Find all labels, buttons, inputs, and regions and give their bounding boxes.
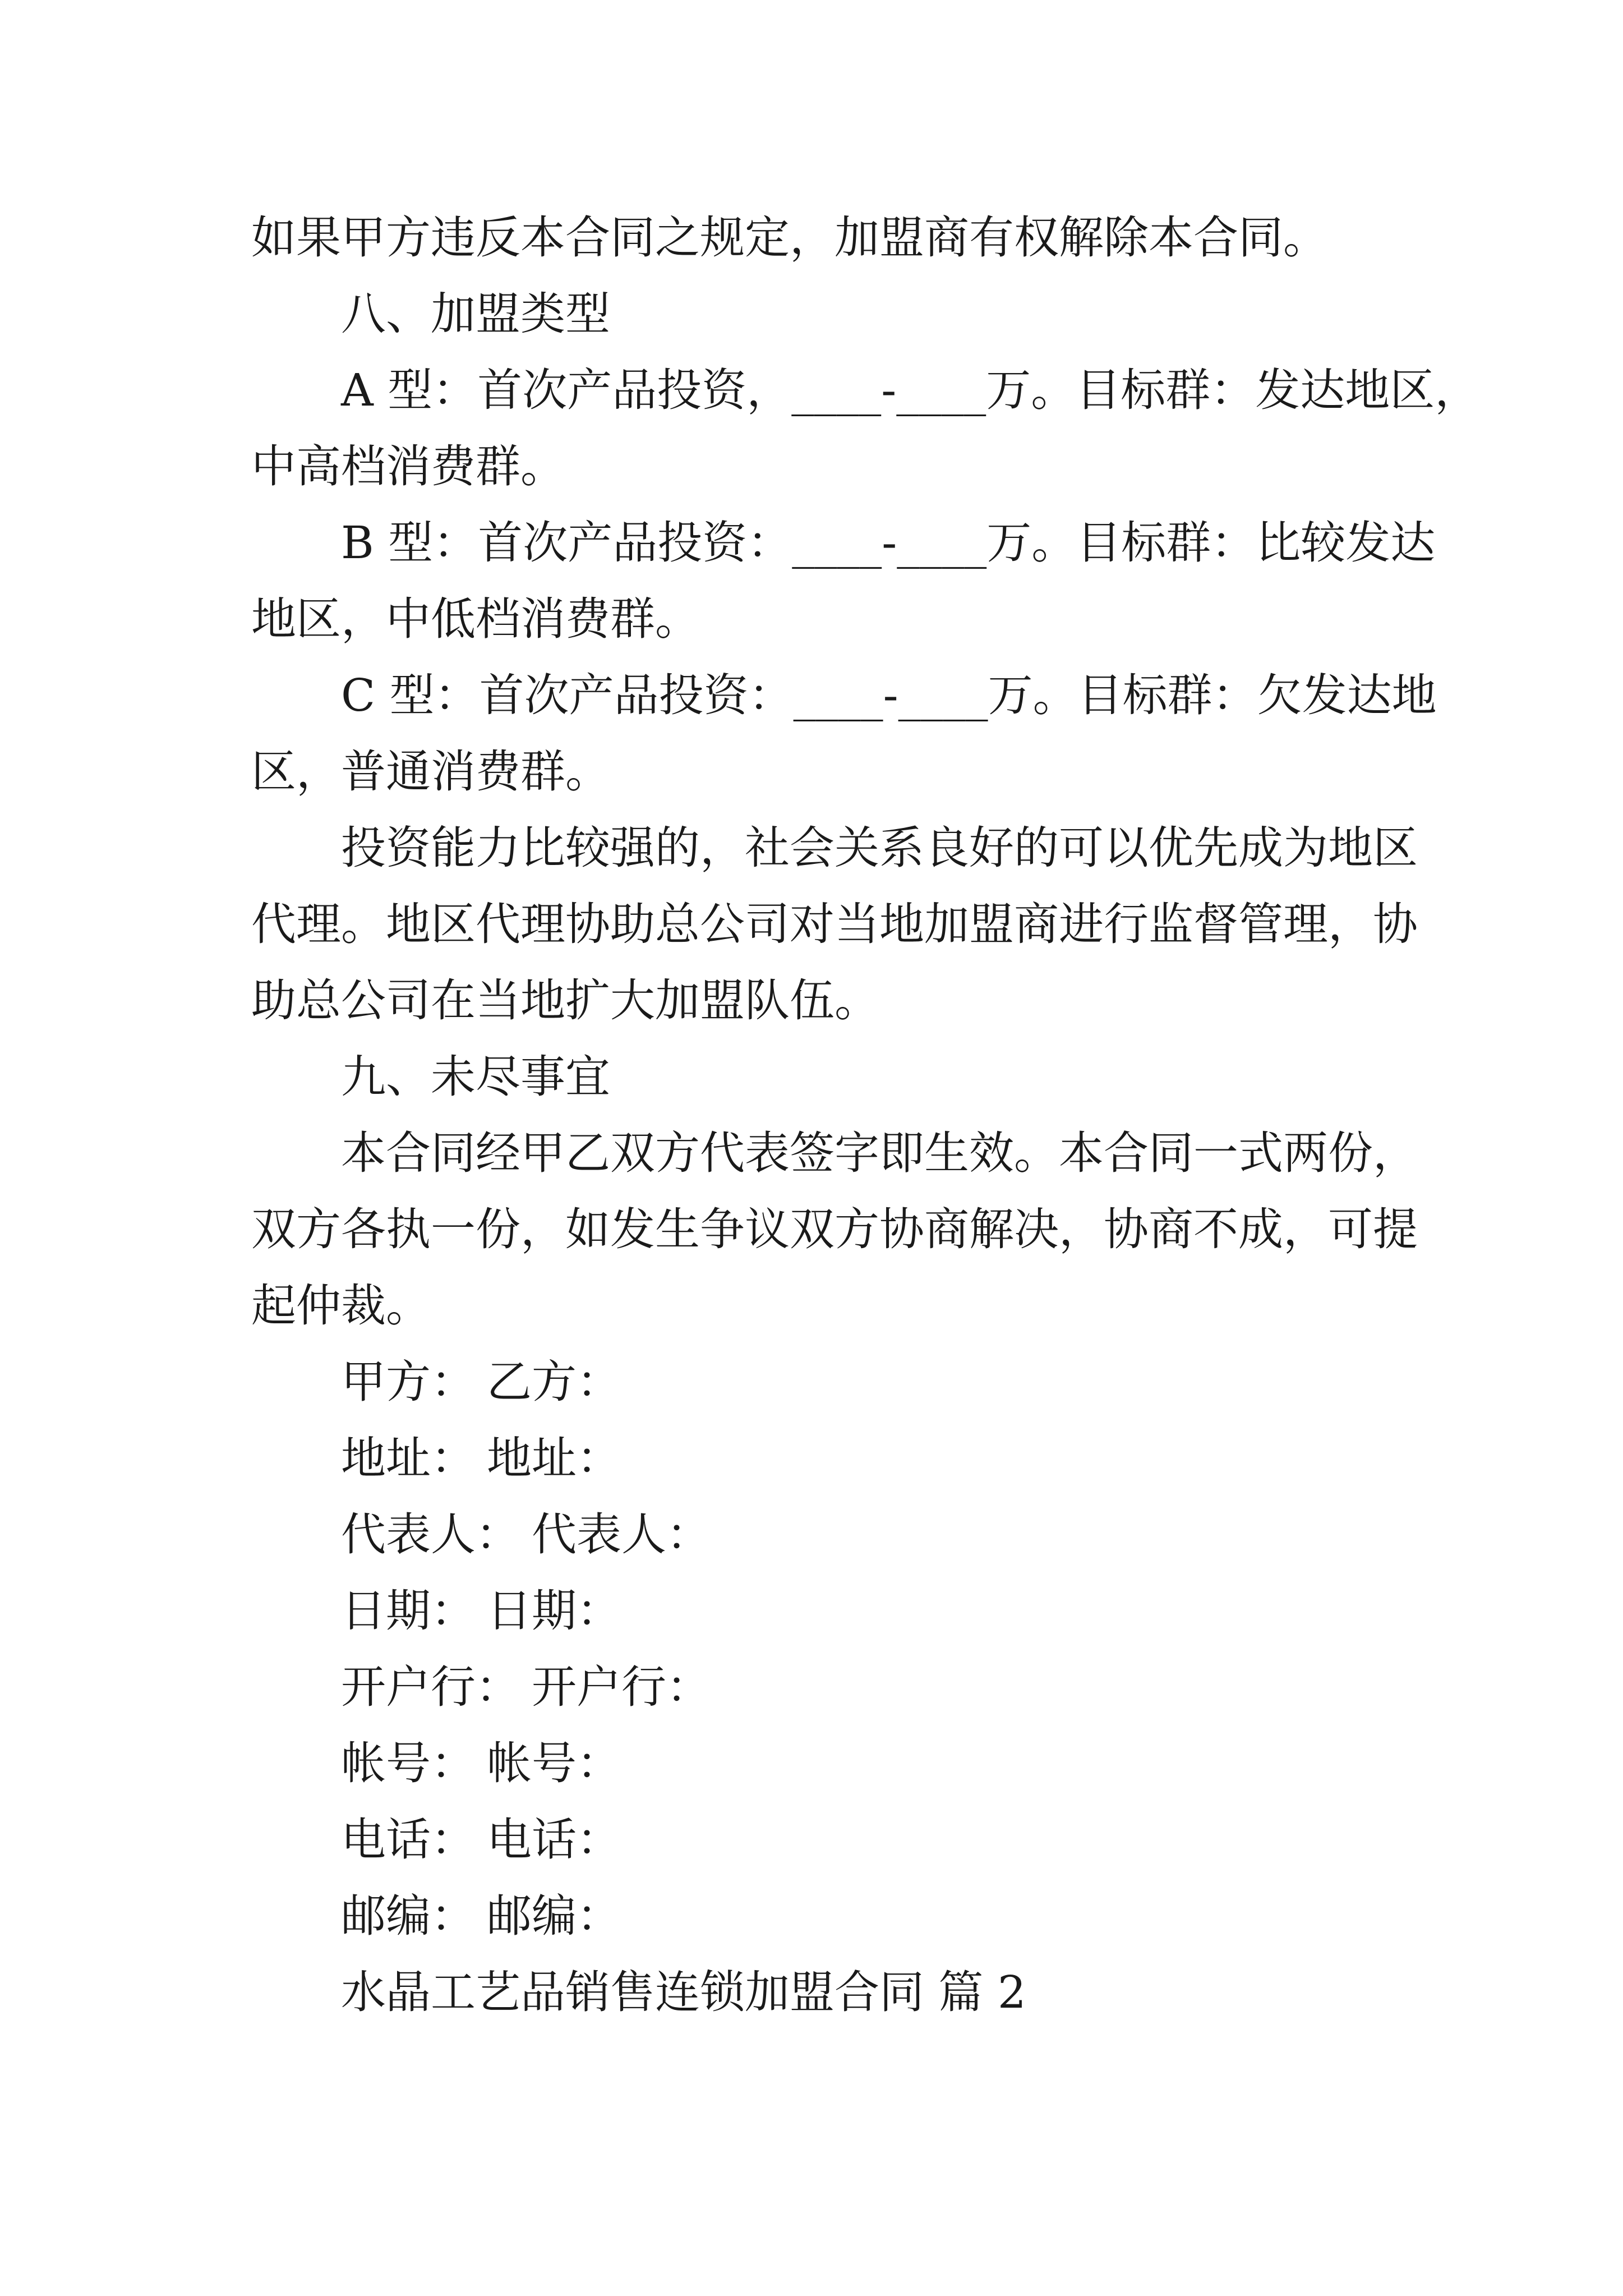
party-a-field-label: 日期： [341,1585,476,1637]
signature-row [251,1802,1395,1878]
signature-row [251,1649,1395,1726]
signature-row [251,1573,1395,1649]
party-a-field-label: 帐号： [341,1737,476,1789]
text-line: 双方各执一份，如发生争议双方协商解决，协商不成，可提 [251,1203,1418,1255]
text-line: 地区，中低档消费群。 [251,593,700,645]
party-b-field-label: 电话： [487,1814,621,1866]
signature-row [251,1344,1395,1420]
text-line: B 型：首次产品投资：____-____万。目标群：比较发达 [341,517,1436,569]
signature-row [251,1420,1395,1497]
signature-row [251,1497,1395,1573]
text-line: 区，普通消费群。 [251,746,610,798]
document-body [251,200,1480,2031]
party-a-field-label: 邮编： [341,1890,476,1942]
text-line: 起仲裁。 [251,1280,431,1332]
text-line: 中高档消费群。 [251,440,565,493]
text-line: 本合同经甲乙双方代表签字即生效。本合同一式两份， [341,1127,1418,1179]
text-line: C 型：首次产品投资：____-____万。目标群：欠发达地 [341,669,1437,721]
party-a-field-label: 甲方： [341,1356,476,1408]
signature-row [251,1726,1395,1802]
party-a-field-label: 地址： [341,1432,476,1484]
party-b-field-label: 代表人： [532,1508,711,1561]
signature-row [251,1878,1395,1954]
text-line: 如果甲方违反本合同之规定，加盟商有权解除本合同。 [251,211,1328,264]
text-line: 助总公司在当地扩大加盟队伍。 [251,974,879,1027]
party-b-field-label: 乙方： [487,1356,621,1408]
text-line: A 型：首次产品投资，____-____万。目标群：发达地区， [341,364,1480,416]
section-heading-franchise-types: 八、加盟类型 [341,288,610,340]
party-b-field-label: 日期： [487,1585,621,1637]
party-a-field-label: 代表人： [341,1508,520,1561]
party-b-field-label: 邮编： [487,1890,621,1942]
party-b-field-label: 开户行： [532,1661,711,1713]
text-line: 投资能力比较强的，社会关系良好的可以优先成为地区 [341,822,1418,874]
party-a-field-label: 电话： [341,1814,476,1866]
party-a-field-label: 开户行： [341,1661,520,1713]
section-heading-other-matters: 九、未尽事宜 [341,1051,610,1103]
text-line: 代理。地区代理协助总公司对当地加盟商进行监督管理，协 [251,898,1418,950]
next-contract-heading: 水晶工艺品销售连锁加盟合同 篇 2 [341,1966,1026,2018]
party-b-field-label: 帐号： [487,1737,621,1789]
party-b-field-label: 地址： [487,1432,621,1484]
